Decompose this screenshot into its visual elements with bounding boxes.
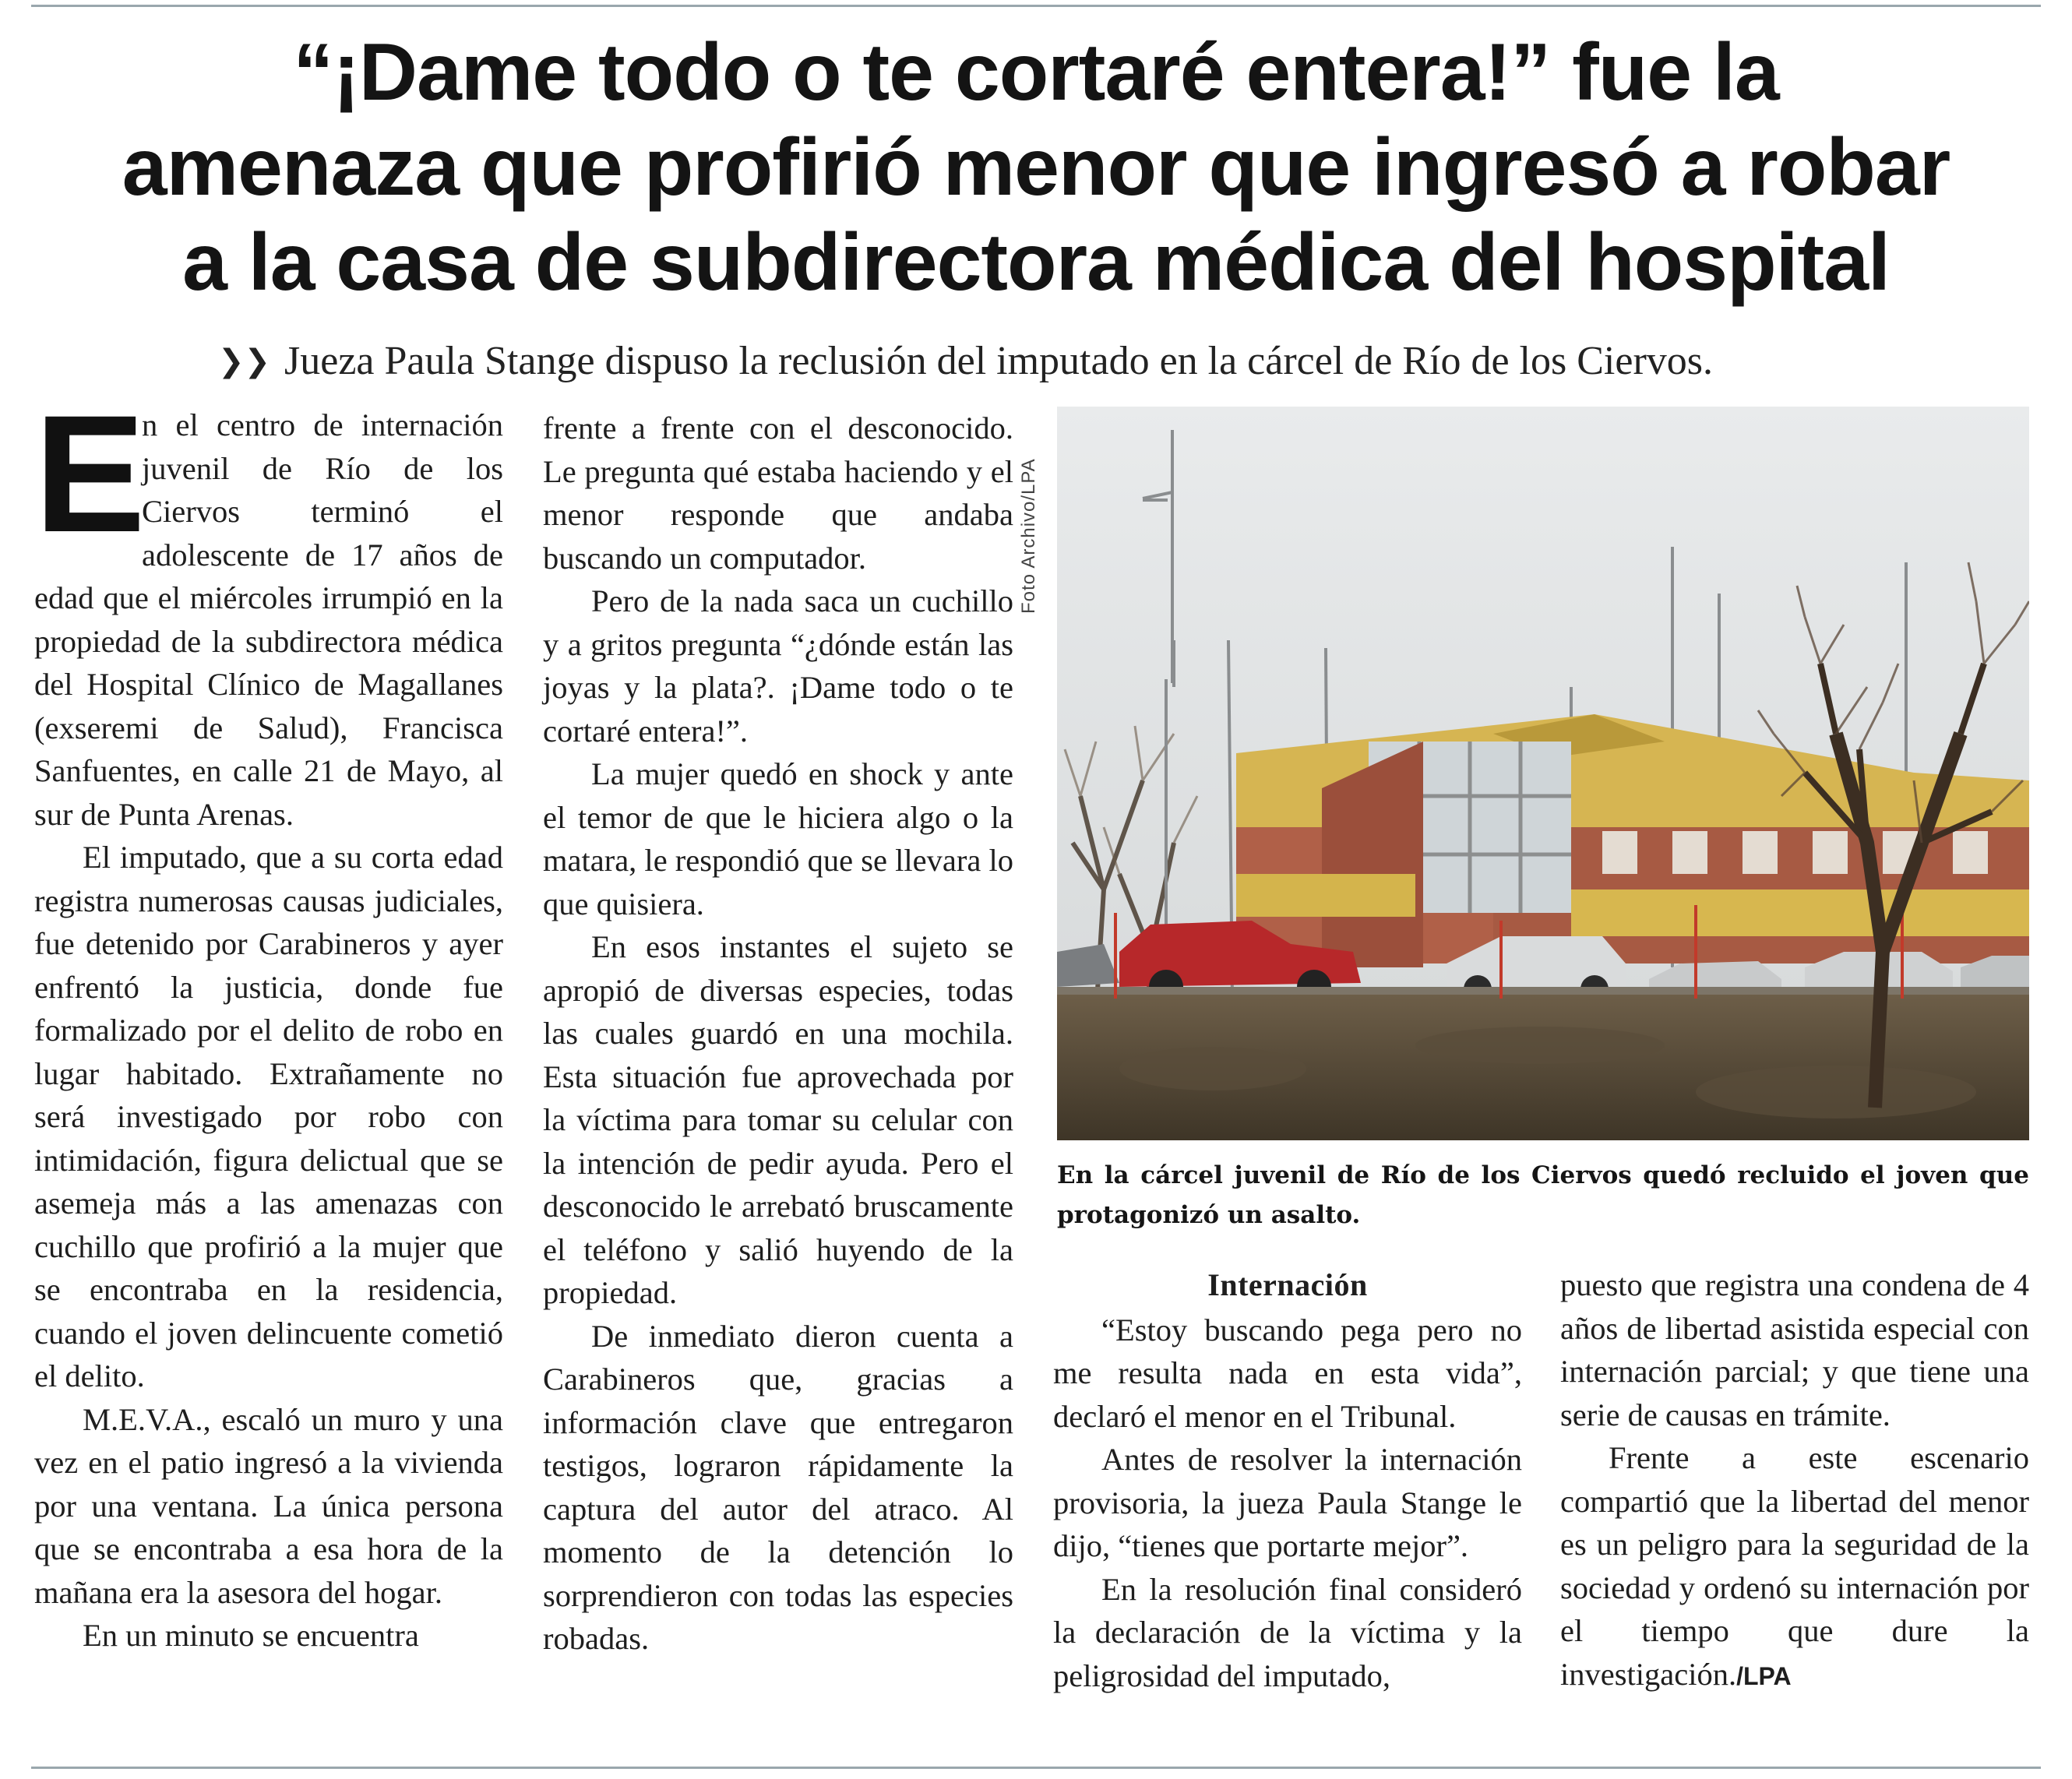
paragraph: La mujer quedó en shock y ante el temor de que le hiciera algo o la matara, le respondió que se llevara lo que quisiera. (543, 756, 1013, 921)
paragraph: “Estoy buscando pega pero no me resulta nada en esta vida”, declaró el menor en el Tribunal. (1053, 1312, 1522, 1434)
paragraph: M.E.V.A., escaló un muro y una vez en el patio ingresó a la vivienda por una ventana. La única persona que se encontraba a esa hora de la mañana era la asesora del hogar. (34, 1401, 503, 1610)
photo-credit: Foto Archivo/LPA (1018, 458, 1039, 614)
article-photo (1057, 407, 2029, 1140)
paragraph: Antes de resolver la internación provisoria, la jueza Paula Stange le dijo, “tienes que portarte mejor”. (1053, 1442, 1522, 1563)
photo-caption: En la cárcel juvenil de Río de los Ciervos quedó recluido el joven que protagonizó un asalto. (1057, 1161, 2029, 1229)
article-column-4 (1560, 1263, 2029, 1698)
bottom-rule (31, 1767, 2041, 1769)
lead-text: n el centro de internación juvenil de Río de los Ciervos terminó el adolescente de 17 años de edad que el miércoles irrumpió en la propiedad de la subdirectora médica del Hospital Clínico de Magallanes (exseremi de Salud), Francisca Sanfuentes, en calle 21 de Mayo, al sur de Punta Arenas. (34, 407, 503, 832)
signature: /LPA (1736, 1661, 1792, 1690)
closing-text: Frente a este escenario compartió que la libertad del menor es un peligro para la seguridad de la sociedad y ordenó su internación por el tiempo que dure la investigación. (1560, 1440, 2029, 1692)
paragraph: En un minuto se encuentra (83, 1618, 419, 1653)
paragraph: El imputado, que a su corta edad registra numerosas causas judiciales, fue detenido por Carabineros y ayer enfrentó la justicia, donde fue formalizado por el delito de robo en lugar habitado. Extrañamente no será investigado por robo con intimidación, figura delictual que se asemeja más a las amenazas con cuchillo que profirió a la mujer que se encontraba en la residencia, cuando el joven delincuente cometió el delito. (34, 840, 503, 1393)
paragraph: Pero de la nada saca un cuchillo y a gritos pregunta “¿dónde están las joyas y la plata?. ¡Dame todo o te cortaré entera!”. (543, 583, 1013, 749)
top-rule (31, 5, 2041, 7)
paragraph: frente a frente con el desconocido. Le pregunta qué estaba haciendo y el menor responde que andaba buscando un computador. (543, 410, 1013, 576)
headline: “¡Dame todo o te cortaré entera!” fue la amenaza que profirió menor que ingresó a robar a la casa de subdirectora médica del hospital (122, 27, 1950, 308)
double-chevron-right-icon: ❯❯ (218, 343, 271, 379)
paragraph: En la resolución final consideró la declaración de la víctima y la peligrosidad del imputado, (1053, 1571, 1522, 1693)
article-column-2 (543, 407, 1013, 1661)
paragraph: puesto que registra una condena de 4 años de libertad asistida especial con internación parcial; y que tiene una serie de causas en trámite. (1560, 1267, 2029, 1432)
article-column-1 (34, 381, 503, 1657)
drop-cap: E (34, 381, 146, 567)
article-column-3 (1053, 1263, 1522, 1697)
lead-paragraph (34, 381, 503, 836)
subhead: Internación (1207, 1267, 1368, 1302)
deck (218, 330, 1885, 393)
deck-text: Jueza Paula Stange dispuso la reclusión del imputado en la cárcel de Río de los Ciervos. (284, 339, 1713, 383)
paragraph: En esos instantes el sujeto se apropió de diversas especies, todas las cuales guardó en una mochila. Esta situación fue aprovechada por la víctima para tomar su celular con la intención de pedir ayuda. Pero el desconocido le arrebató bruscamente el teléfono y salió huyendo de la propiedad. (543, 929, 1013, 1310)
paragraph: De inmediato dieron cuenta a Carabineros que, gracias a información clave que entregaron testigos, lograron rápidamente la captura del autor del atraco. Al momento de la detención lo sorprendieron con todas las especies robadas. (543, 1318, 1013, 1656)
closing-paragraph (1560, 1436, 2029, 1698)
